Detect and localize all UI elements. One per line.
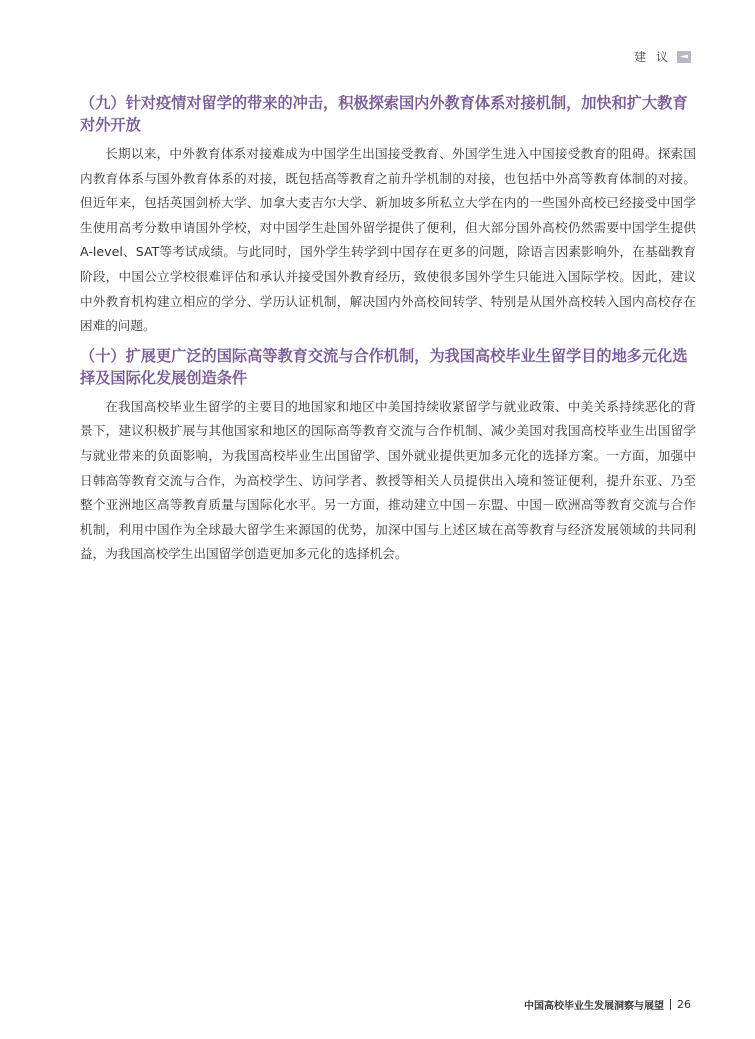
- page-footer: [524, 997, 691, 1012]
- section-paragraph: 在我国高校毕业生留学的主要目的地国家和地区中美国持续收紧留学与就业政策、中美关系持续恶化的背景下，建议积极扩展与其他国家和地区的国际高等教育交流与合作机制、减少美国对我国高校毕业生出国留学与就业带来的负面影响，为我国高校毕业生出国留学、国外就业提供更加多元化的选择方案。一方面，加强中日韩高等教育交流与合作，为高校学生、访问学者、教授等相关人员提供出入境和签证便利，提升东亚、乃至整个亚洲地区高等教育质量与国际化水平。另一方面，推动建立中国－东盟、中国－欧洲高等教育交流与合作机制，利用中国作为全球最大留学生来源国的优势，加深中国与上述区域在高等教育与经济发展领域的共同利益，为我国高校学生出国留学创造更加多元化的选择机会。: [80, 398, 696, 562]
- section-heading: （十）扩展更广泛的国际高等教育交流与合作机制，为我国高校毕业生留学目的地多元化选择及国际化发展创造条件: [80, 346, 688, 387]
- header-section-label: 建 议: [634, 50, 671, 64]
- page-number: 26: [677, 998, 691, 1011]
- section-heading: （九）针对疫情对留学的带来的冲击，积极探索国内外教育体系对接机制，加快和扩大教育对外开放: [80, 94, 688, 134]
- section-paragraph: 长期以来，中外教育体系对接难成为中国学生出国接受教育、外国学生进入中国接受教育的阻碍。探索国内教育体系与国外教育体系的对接，既包括高等教育之前升学机制的对接，也包括中外高等教育体制的对接。但近年来，包括英国剑桥大学、加拿大麦吉尔大学、新加坡多所私立大学在内的一些国外高校已经接受中国学生使用高考分数申请国外学校，对中国学生赴国外留学提供了便利，但大部分国外高校仍然需要中国学生提供A-level、SAT等考试成绩。与此同时，国外学生转学到中国存在更多的问题，除语言因素影响外，在基础教育阶段，中国公立学校很难评估和承认并接受国外教育经历，致使很多国外学生只能进入国际学校。因此，建议中外教育机构建立相应的学分、学历认证机制，解决国内外高校间转学、特别是从国外高校转入国内高校存在困难的问题。: [80, 146, 696, 334]
- main-content: [80, 92, 696, 573]
- header-arrow-icon: [677, 51, 691, 63]
- footer-report-title: 中国高校毕业生发展洞察与展望: [524, 1001, 664, 1012]
- section-10: [80, 345, 696, 567]
- footer-divider: [670, 999, 671, 1010]
- section-9: [80, 92, 696, 339]
- page-header: [634, 48, 691, 65]
